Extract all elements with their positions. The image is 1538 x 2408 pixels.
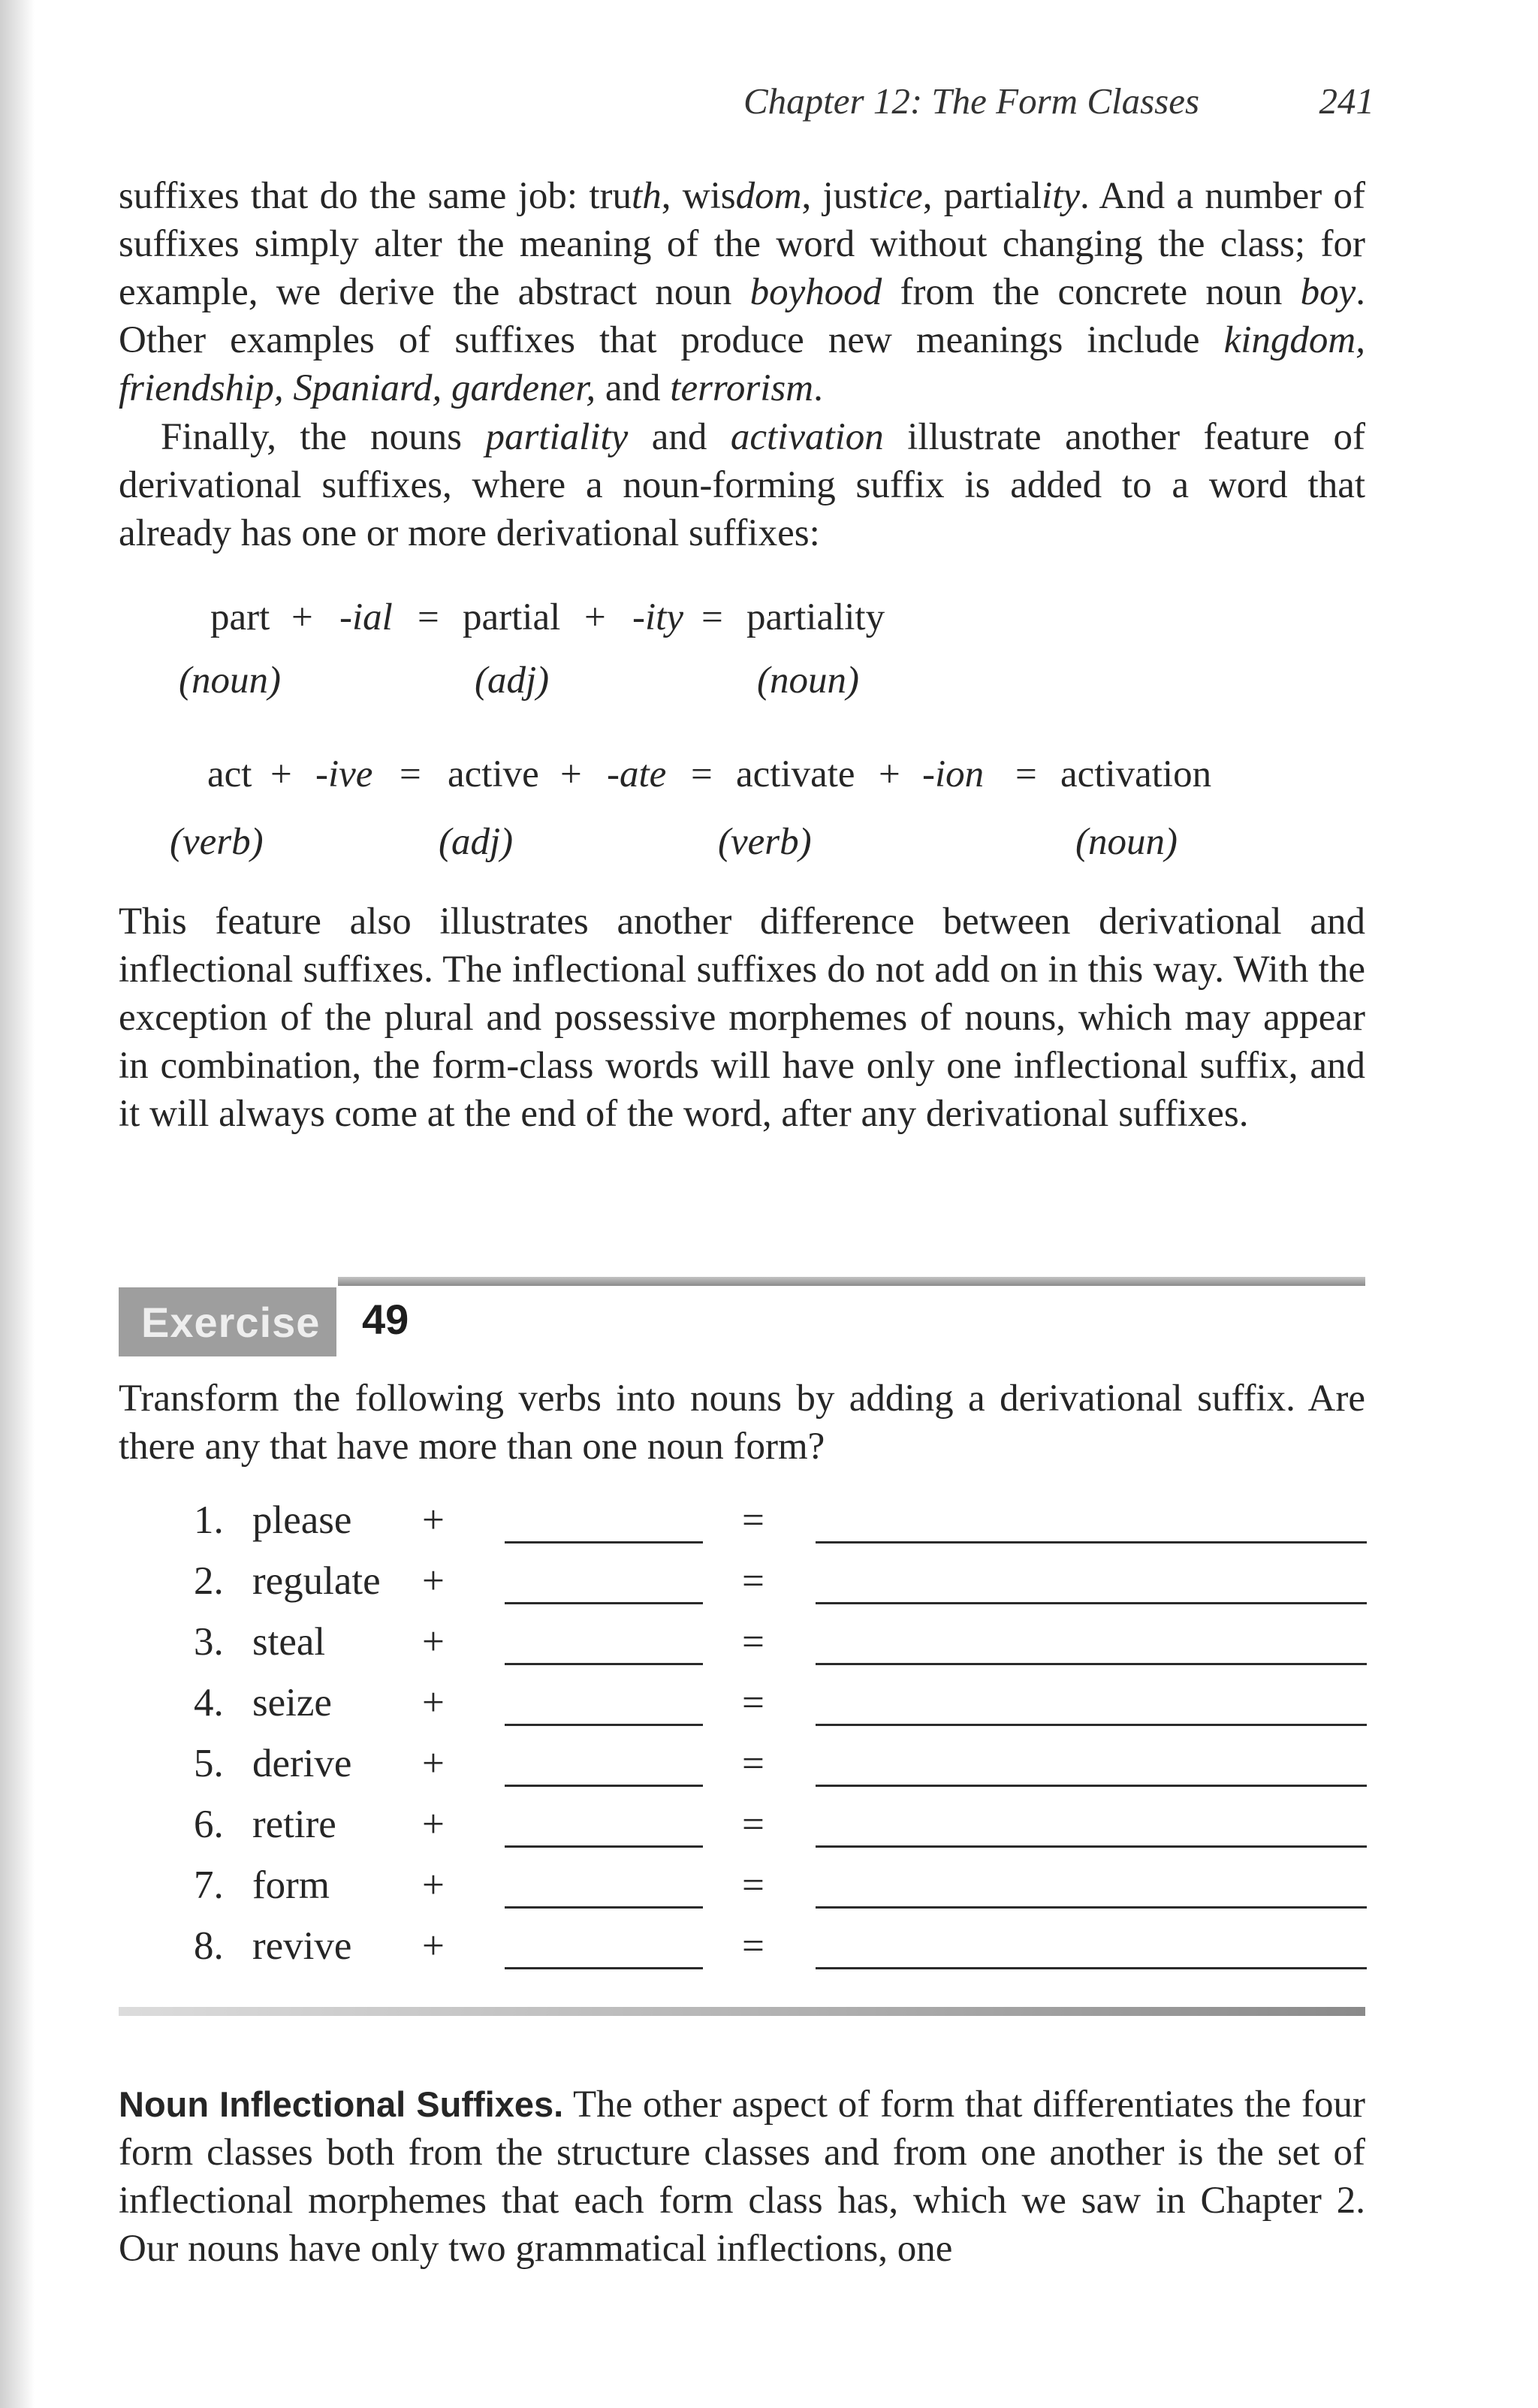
item-number: 2.	[194, 1559, 224, 1603]
text-run: , just	[801, 175, 879, 217]
text-run: .	[813, 367, 823, 409]
equals-sign: =	[418, 596, 439, 638]
text-run: . And a number of suffixes simply alter the meaning of the word without changing the class; for example, we derive the abstract noun	[119, 175, 1365, 313]
noun-blank[interactable]	[816, 1663, 1367, 1665]
italic-term: kingdom, friendship, Spaniard, gardener,	[119, 319, 1365, 409]
equals-sign: =	[691, 753, 713, 795]
equals-sign: =	[742, 1620, 764, 1664]
exercise-label: Exercise	[141, 1299, 321, 1346]
text-run: , partial	[922, 175, 1042, 217]
part-of-speech-label: (noun)	[179, 659, 281, 702]
equals-sign: =	[400, 753, 421, 795]
equals-sign: =	[742, 1924, 764, 1968]
text-run: . Other examples of suffixes that produce new meanings include	[119, 271, 1366, 361]
derivation-result: active	[448, 753, 539, 795]
derivation-suffix: -ity	[632, 596, 683, 638]
item-verb: retire	[252, 1803, 336, 1846]
paragraph-feature: This feature also illustrates another difference between derivational and inflectional suffixes. The inflectional suffixes do not add on in this way. With the exception of the plural and possessive morphemes of nouns, which may appear in combination, the form-class words will have only one inflectional suffix, and it will always come at the end of the word, after any derivational suffixes.	[119, 901, 1365, 1135]
italic-term: boy	[1300, 271, 1356, 313]
equals-sign: =	[742, 1803, 764, 1846]
derivation-result: partial	[463, 596, 561, 638]
plus-sign: +	[422, 1803, 445, 1846]
noun-blank[interactable]	[816, 1541, 1367, 1543]
item-verb: seize	[252, 1681, 332, 1725]
exercise-item	[0, 1741, 1538, 1801]
exercise-instructions: Transform the following verbs into nouns by adding a derivational suffix. Are there any that have more than one noun form?	[119, 1378, 1365, 1468]
italic-term: boyhood	[749, 271, 882, 313]
derivation-result: activation	[1060, 753, 1212, 795]
paragraph-suffixes	[119, 172, 1365, 412]
derivation-result: activate	[736, 753, 855, 795]
suffix-blank[interactable]	[505, 1967, 703, 1969]
part-of-speech-label: (verb)	[170, 821, 264, 863]
plus-sign: +	[422, 1863, 445, 1907]
derivation-suffix: -ive	[315, 753, 373, 795]
paragraph-finally	[119, 413, 1365, 557]
derivation-result: partiality	[746, 596, 885, 638]
italic-suffix: dom	[735, 175, 802, 217]
item-verb: steal	[252, 1620, 326, 1664]
item-verb: derive	[252, 1742, 352, 1785]
part-of-speech-label: (noun)	[757, 659, 859, 702]
plus-sign: +	[560, 753, 582, 795]
text-run: Finally, the nouns	[161, 416, 486, 458]
part-of-speech-label: (verb)	[718, 821, 812, 863]
item-number: 5.	[194, 1742, 224, 1785]
plus-sign: +	[422, 1681, 445, 1725]
item-number: 1.	[194, 1498, 224, 1542]
equals-sign: =	[742, 1742, 764, 1785]
section-run-in-heading: Noun Inflectional Suffixes.	[119, 2084, 564, 2124]
plus-sign: +	[291, 596, 313, 638]
plus-sign: +	[422, 1742, 445, 1785]
derivation-base: act	[207, 753, 252, 795]
text-run: and	[628, 416, 731, 458]
text-run: illustrate another feature of derivational suffixes, where a noun-forming suffix is added to a word that already has one or more derivational suffixes:	[119, 416, 1365, 554]
item-verb: revive	[252, 1924, 352, 1968]
italic-term: activation	[730, 416, 884, 458]
suffix-blank[interactable]	[505, 1663, 703, 1665]
exercise-item	[0, 1924, 1538, 1984]
exercise-item	[0, 1680, 1538, 1740]
noun-blank[interactable]	[816, 1724, 1367, 1726]
equals-sign: =	[742, 1498, 764, 1542]
derivation-suffix: -ial	[339, 596, 393, 638]
plus-sign: +	[584, 596, 606, 638]
exercise-item	[0, 1802, 1538, 1862]
exercise-bottom-rule	[119, 2007, 1365, 2016]
part-of-speech-label: (noun)	[1075, 821, 1178, 863]
text-run: and	[596, 367, 671, 409]
item-verb: regulate	[252, 1559, 381, 1603]
item-number: 4.	[194, 1681, 224, 1725]
italic-term: terrorism	[670, 367, 814, 409]
noun-blank[interactable]	[816, 1845, 1367, 1848]
plus-sign: +	[422, 1924, 445, 1968]
noun-blank[interactable]	[816, 1785, 1367, 1787]
derivation-base: part	[210, 596, 270, 638]
text-run: , wis	[661, 175, 736, 217]
exercise-badge	[119, 1287, 336, 1356]
suffix-blank[interactable]	[505, 1845, 703, 1848]
italic-suffix: th	[632, 175, 662, 217]
suffix-blank[interactable]	[505, 1906, 703, 1909]
item-number: 3.	[194, 1620, 224, 1664]
paragraph-noun-inflectional	[119, 2081, 1365, 2273]
running-header	[743, 72, 1374, 132]
item-verb: please	[252, 1498, 352, 1542]
exercise-item	[0, 1619, 1538, 1679]
equals-sign: =	[742, 1681, 764, 1725]
suffix-blank[interactable]	[505, 1602, 703, 1604]
equals-sign: =	[701, 596, 723, 638]
suffix-blank[interactable]	[505, 1541, 703, 1543]
plus-sign: +	[422, 1559, 445, 1603]
italic-suffix: ice	[878, 175, 923, 217]
plus-sign: +	[270, 753, 292, 795]
page-number: 241	[1319, 80, 1374, 122]
part-of-speech-label: (adj)	[475, 659, 550, 702]
equals-sign: =	[742, 1559, 764, 1603]
italic-term: partiality	[485, 416, 629, 458]
exercise-item	[0, 1498, 1538, 1558]
exercise-item	[0, 1559, 1538, 1619]
equals-sign: =	[742, 1863, 764, 1907]
derivation-suffix: -ion	[922, 753, 985, 795]
item-verb: form	[252, 1863, 330, 1907]
part-of-speech-label: (adj)	[439, 821, 514, 863]
italic-suffix: ity	[1042, 175, 1081, 217]
suffix-blank[interactable]	[505, 1724, 703, 1726]
chapter-title: Chapter 12: The Form Classes	[743, 80, 1200, 122]
plus-sign: +	[422, 1498, 445, 1542]
text-run: The other aspect of form that differentiates the four form classes both from the structure classes and from one another is the set of inflectional morphemes that each form class has, which we saw in Chapter 2. Our nouns have only two grammatical inflections, one	[119, 2084, 1365, 2270]
exercise-top-rule	[338, 1277, 1365, 1286]
item-number: 8.	[194, 1924, 224, 1968]
exercise-number: 49	[362, 1296, 409, 1343]
exercise-item	[0, 1863, 1538, 1923]
text-run: suffixes that do the same job: tru	[119, 175, 632, 217]
suffix-blank[interactable]	[505, 1785, 703, 1787]
noun-blank[interactable]	[816, 1602, 1367, 1604]
book-spine-shadow	[0, 0, 35, 2408]
equals-sign: =	[1015, 753, 1037, 795]
text-run: from the concrete noun	[882, 271, 1301, 313]
item-number: 7.	[194, 1863, 224, 1907]
noun-blank[interactable]	[816, 1906, 1367, 1909]
plus-sign: +	[422, 1620, 445, 1664]
derivation-suffix: -ate	[607, 753, 667, 795]
plus-sign: +	[879, 753, 900, 795]
item-number: 6.	[194, 1803, 224, 1846]
noun-blank[interactable]	[816, 1967, 1367, 1969]
